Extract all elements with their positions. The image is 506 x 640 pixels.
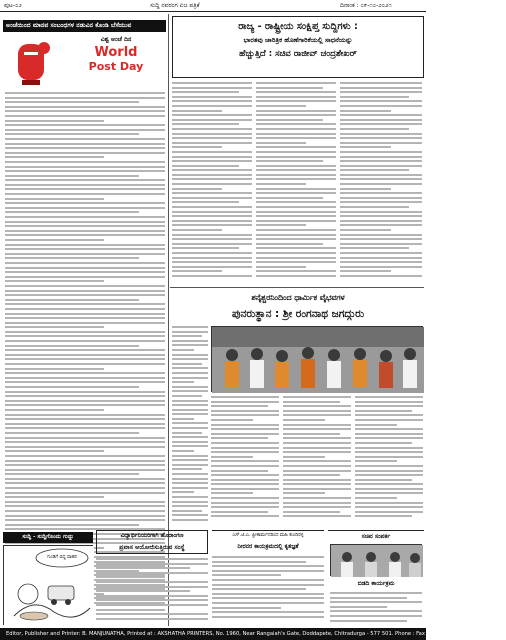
cartoon-title: ಸುದ್ದಿ - ಸುದ್ದಿಗೊಂದು ಗುದ್ದು bbox=[3, 532, 93, 543]
middle-story-body-col4 bbox=[355, 396, 423, 526]
right-bottom-body bbox=[330, 592, 422, 624]
second-headline-line1: ಎಸ್.ಟಿ.ಎ. ಫ್ರೀಕಾರ್ಮದರಿಂದ ಮಹಿ ಕುಂದಿರಳ್ಳ bbox=[232, 533, 304, 538]
right-bottom-photo bbox=[330, 544, 422, 576]
ceremony-photo bbox=[211, 326, 423, 392]
top-right-kicker: ಹೆಚ್ಚುತ್ತಿದೆ : ಸಚಿವ ರಾಜೀವ್ ಚಂದ್ರಶೇಖರ್ bbox=[239, 49, 357, 59]
badge-world: World bbox=[94, 45, 138, 60]
top-right-subhead: ಭಾರತವು ಚಾರಿತ್ರಿಕ ಹೊಣೆಗಾರಿಕೆಯಲ್ಲಿ ಸಾಧನೆಯನ್ನು bbox=[243, 36, 353, 44]
badge-kannada: ವಿಶ್ವ ಅಂಚೆ ದಿನ bbox=[100, 36, 132, 43]
badge-post-day: Post Day bbox=[88, 60, 144, 73]
meeting-image bbox=[331, 545, 423, 577]
top-right-headline: ರಾಜ್ಯ - ರಾಷ್ಟ್ರೀಯ ಸಂಕ್ಷಿಪ್ತ ಸುದ್ದಿಗಳು : bbox=[238, 21, 358, 32]
middle-story-body-col3 bbox=[283, 396, 351, 526]
right-bottom-label1: ಸಚಿವ ಸಂಪರ್ಕ bbox=[328, 530, 424, 542]
masthead: ಸುದ್ದಿ ನವರಂಗ ಏಜ ಪತ್ರಿಕೆ bbox=[150, 2, 200, 9]
lower-left-headline-line1: ವಿದ್ಯಾರ್ಥಿನಿಯರಿಗಾಗಿ ಹೊರಾಂಗಣ bbox=[120, 533, 184, 539]
second-headline-box bbox=[212, 530, 324, 552]
lower-left-headline-box bbox=[96, 530, 208, 554]
left-story-headline: ಅಂಚೆಯಿಂದ ಮಾನವ ಸಂಬಂಧಗಳ ನಡುವಿನ ಕೊಂಡಿ ಬೆಸೆಯುವ bbox=[3, 20, 166, 32]
post-box-illustration bbox=[6, 34, 66, 88]
top-right-body-col1 bbox=[172, 82, 252, 282]
middle-story-headline: ಪುನರುತ್ಥಾನ : ಶ್ರೀ ರಂಗನಾಥ ಜಗದ್ಗುರು bbox=[231, 308, 365, 320]
middle-story-body-col1 bbox=[172, 326, 208, 526]
left-story-body bbox=[5, 92, 165, 592]
lower-left-headline-line2: ಪ್ರವಾಸ ಆಯೋಜಿಸುತ್ತಿರುವ ಸಂಸ್ಥೆ bbox=[119, 544, 185, 551]
page-number: ಪುಟ-೦೨ bbox=[4, 2, 22, 9]
section-rule bbox=[170, 287, 424, 288]
issue-date: ದಿನಾಂಕ : ೦೯-೧೦-೨೦೨೧ bbox=[340, 2, 392, 9]
ceremony-crowd-image bbox=[212, 327, 424, 393]
lower-left-body bbox=[96, 558, 208, 624]
cartoon-speech: ಗುಂಡಿಗೆ ಬಿದ್ದ ವಾಹನ bbox=[47, 555, 77, 560]
second-headline-line2: ನೀರನರ ಕಾಯಕ್ರಮದಲ್ಲಿ ಕೃತಜ್ಞತೆ bbox=[237, 543, 299, 550]
middle-story-body-col2 bbox=[211, 396, 279, 526]
second-story-body bbox=[212, 556, 324, 624]
top-right-body-col3 bbox=[340, 82, 422, 282]
cartoon-panel bbox=[3, 545, 93, 625]
imprint-footer: Editor, Publisher and Printer: B. MANJUNATHA, Printed at : AKSHATHA PRINTERS, No. 1960, Near Rangaiah's Gate, Doddapete, Chitradurga - 577 501. Phone : Fax : 223648, Mobile 94481 27965 bbox=[0, 628, 426, 640]
middle-story-kicker: ಶನೈಶ್ಚರನಿಂದಿಂದ ಧಾರ್ಮಿಕ ವೈಭವಗಳ bbox=[251, 293, 345, 302]
world-post-day-badge bbox=[68, 36, 164, 86]
right-bottom-label2: ಬಿಡದಿ ಕಾರ್ಯಕ್ರಮ bbox=[357, 580, 395, 587]
top-right-headline-box bbox=[172, 16, 424, 78]
post-box-icon bbox=[6, 34, 66, 88]
top-right-body-col2 bbox=[256, 82, 336, 282]
page-header bbox=[0, 0, 426, 12]
